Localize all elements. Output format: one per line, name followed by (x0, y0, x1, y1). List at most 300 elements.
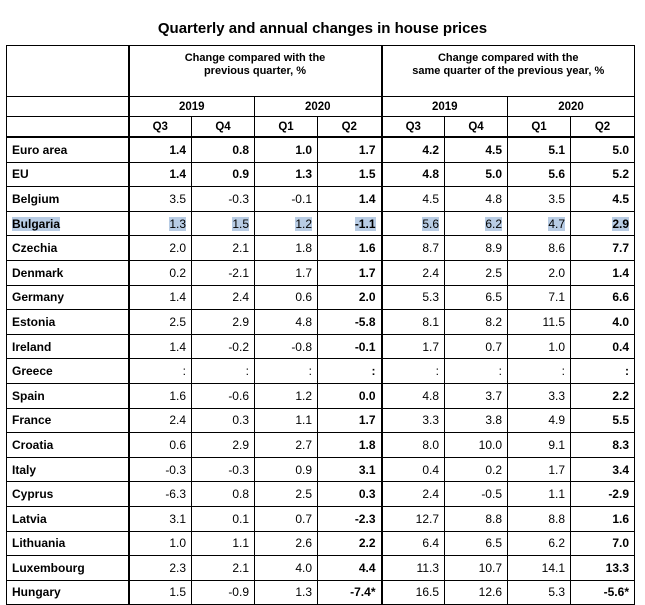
table-row (7, 187, 635, 212)
value-text: 2.9 (232, 437, 249, 452)
country-label: Cyprus (12, 487, 54, 502)
value-cell (255, 334, 318, 359)
value-text: 2.1 (232, 560, 249, 575)
house-prices-table (6, 45, 635, 605)
value-cell (192, 137, 255, 162)
value-text: 2.2 (612, 388, 629, 403)
value-text: 12.6 (478, 585, 502, 600)
value-cell (571, 433, 635, 458)
value-cell (508, 359, 571, 384)
value-cell (129, 285, 192, 310)
country-label: Estonia (12, 314, 56, 329)
value-cell (445, 359, 508, 384)
table-row (7, 580, 635, 605)
value-cell (192, 310, 255, 335)
value-cell (255, 383, 318, 408)
value-cell (508, 457, 571, 482)
country-label: Bulgaria (12, 216, 61, 231)
value-text: -2.1 (228, 265, 249, 280)
value-cell (508, 482, 571, 507)
value-cell (508, 433, 571, 458)
value-text: 5.5 (612, 413, 629, 428)
value-cell (445, 556, 508, 581)
value-text: 8.3 (612, 437, 629, 452)
value-text: -0.1 (354, 339, 376, 354)
value-text: 4.2 (422, 142, 439, 157)
country-cell (7, 580, 129, 605)
value-text: 1.6 (612, 511, 629, 526)
value-text: 4.8 (485, 191, 502, 206)
value-cell (508, 531, 571, 556)
value-cell (445, 433, 508, 458)
header-prev-quarter-line1: Change compared with the (184, 52, 326, 64)
value-cell (192, 433, 255, 458)
value-cell (192, 457, 255, 482)
value-cell (318, 580, 382, 605)
value-cell (382, 433, 445, 458)
value-cell (571, 162, 635, 187)
value-cell (192, 408, 255, 433)
table-row (7, 211, 635, 236)
value-text: 1.7 (358, 142, 376, 157)
value-cell (445, 211, 508, 236)
value-cell (192, 285, 255, 310)
value-text: 4.8 (295, 314, 312, 329)
value-text: -0.2 (228, 339, 249, 354)
quarter-header: Q2 (571, 117, 635, 138)
value-text: 6.4 (422, 536, 439, 551)
value-cell (255, 531, 318, 556)
value-text: 1.7 (358, 413, 376, 428)
quarter-header: Q4 (445, 117, 508, 138)
value-cell (255, 457, 318, 482)
value-text: -0.3 (165, 462, 186, 477)
value-text: -0.3 (228, 191, 249, 206)
value-text: 2.7 (295, 437, 312, 452)
country-label: Belgium (12, 191, 60, 206)
value-cell (571, 310, 635, 335)
value-cell (318, 433, 382, 458)
value-text: 0.3 (232, 413, 249, 428)
value-text: 1.6 (169, 388, 186, 403)
country-label: Italy (12, 462, 37, 477)
value-cell (508, 162, 571, 187)
value-cell (571, 334, 635, 359)
value-cell (571, 359, 635, 384)
table-row (7, 556, 635, 581)
value-cell (508, 506, 571, 531)
value-text: 5.0 (612, 142, 629, 157)
country-cell (7, 408, 129, 433)
value-cell (129, 162, 192, 187)
value-text: 4.9 (548, 413, 565, 428)
value-text: 4.4 (358, 560, 376, 575)
country-cell (7, 506, 129, 531)
value-cell (382, 556, 445, 581)
value-text: 1.3 (169, 216, 186, 231)
year-header: 2019 (129, 97, 255, 117)
value-text: 8.6 (548, 241, 565, 256)
value-text: 7.0 (612, 536, 629, 551)
value-text: 0.7 (295, 511, 312, 526)
corner-cell (7, 46, 129, 97)
value-cell (445, 310, 508, 335)
value-text: : (435, 364, 439, 379)
value-text: 6.6 (612, 290, 629, 305)
country-label: EU (12, 167, 29, 182)
value-cell (255, 433, 318, 458)
value-text: 12.7 (415, 511, 439, 526)
value-cell (508, 580, 571, 605)
value-text: 3.3 (548, 388, 565, 403)
value-cell (255, 211, 318, 236)
value-text: 2.5 (485, 265, 502, 280)
country-cell (7, 310, 129, 335)
value-text: 14.1 (541, 560, 565, 575)
value-text: 1.7 (358, 265, 376, 280)
value-text: 8.9 (485, 241, 502, 256)
value-text: 3.7 (485, 388, 502, 403)
table-row (7, 236, 635, 261)
value-cell (382, 482, 445, 507)
value-text: 6.5 (485, 536, 502, 551)
value-text: 1.5 (232, 216, 249, 231)
value-text: -0.5 (481, 487, 502, 502)
value-cell (255, 285, 318, 310)
value-text: 5.6 (422, 216, 439, 231)
value-text: : (245, 364, 249, 379)
value-cell (129, 457, 192, 482)
value-cell (508, 187, 571, 212)
value-cell (445, 334, 508, 359)
value-text: 2.9 (612, 216, 629, 231)
value-cell (382, 285, 445, 310)
value-cell (382, 310, 445, 335)
country-cell (7, 433, 129, 458)
page-title: Quarterly and annual changes in house prices (157, 20, 488, 37)
table-row (7, 260, 635, 285)
value-cell (192, 236, 255, 261)
value-cell (255, 359, 318, 384)
value-text: : (625, 364, 629, 379)
value-cell (318, 359, 382, 384)
value-cell (192, 531, 255, 556)
country-cell (7, 137, 129, 162)
value-text: 8.2 (485, 314, 502, 329)
value-cell (129, 506, 192, 531)
value-text: -0.3 (228, 462, 249, 477)
value-text: 1.4 (169, 290, 186, 305)
value-text: 1.4 (169, 167, 186, 182)
value-cell (129, 334, 192, 359)
value-cell (571, 457, 635, 482)
value-text: : (182, 364, 186, 379)
value-text: 2.6 (295, 536, 312, 551)
value-cell (318, 137, 382, 162)
value-cell (445, 457, 508, 482)
value-cell (192, 260, 255, 285)
value-text: 0.9 (232, 167, 249, 182)
table-row (7, 383, 635, 408)
value-text: 0.2 (169, 265, 186, 280)
year-header: 2019 (382, 97, 508, 117)
header-prev-year-line2: same quarter of the previous year, % (412, 65, 605, 77)
quarter-header: Q3 (382, 117, 445, 138)
value-text: 1.4 (169, 339, 186, 354)
country-cell (7, 236, 129, 261)
value-cell (445, 285, 508, 310)
table-row (7, 310, 635, 335)
value-text: 13.3 (605, 560, 629, 575)
value-cell (129, 580, 192, 605)
value-text: 5.2 (612, 167, 629, 182)
value-text: 2.3 (169, 560, 186, 575)
value-cell (255, 408, 318, 433)
value-cell (318, 531, 382, 556)
value-cell (129, 408, 192, 433)
value-text: 8.8 (548, 511, 565, 526)
country-label: Spain (12, 388, 45, 403)
value-cell (129, 531, 192, 556)
value-text: 2.4 (422, 487, 439, 502)
value-text: 10.7 (478, 560, 502, 575)
value-text: 1.7 (548, 462, 565, 477)
value-cell (508, 556, 571, 581)
value-text: 1.0 (295, 142, 312, 157)
table-row (7, 457, 635, 482)
value-text: 5.3 (422, 290, 439, 305)
value-cell (129, 383, 192, 408)
country-cell (7, 457, 129, 482)
value-text: 2.2 (358, 536, 376, 551)
value-cell (445, 531, 508, 556)
value-text: 3.1 (169, 511, 186, 526)
value-cell (255, 137, 318, 162)
value-cell (255, 556, 318, 581)
value-cell (318, 482, 382, 507)
value-cell (255, 506, 318, 531)
header-prev-year (382, 46, 635, 97)
value-cell (445, 482, 508, 507)
value-cell (318, 556, 382, 581)
value-cell (445, 580, 508, 605)
value-text: 3.1 (358, 462, 376, 477)
value-cell (382, 359, 445, 384)
value-cell (445, 408, 508, 433)
value-text: 8.1 (422, 314, 439, 329)
value-text: 3.4 (612, 462, 629, 477)
value-text: 1.7 (422, 339, 439, 354)
value-cell (445, 236, 508, 261)
country-label: Czechia (12, 241, 58, 256)
value-text: 1.5 (169, 585, 186, 600)
value-text: 0.2 (485, 462, 502, 477)
value-cell (129, 556, 192, 581)
value-cell (508, 383, 571, 408)
table-row (7, 482, 635, 507)
country-label: Luxembourg (12, 560, 85, 575)
value-text: -5.6* (603, 585, 629, 600)
country-label: Euro area (12, 142, 68, 157)
value-text: 5.3 (548, 585, 565, 600)
value-cell (382, 334, 445, 359)
value-text: 1.6 (358, 241, 376, 256)
value-cell (571, 556, 635, 581)
country-cell (7, 531, 129, 556)
country-cell (7, 162, 129, 187)
value-cell (445, 383, 508, 408)
country-label: Latvia (12, 511, 47, 526)
value-text: 9.1 (548, 437, 565, 452)
value-cell (508, 285, 571, 310)
value-cell (318, 260, 382, 285)
country-cell (7, 383, 129, 408)
year-header: 2020 (255, 97, 382, 117)
value-cell (192, 506, 255, 531)
value-cell (129, 211, 192, 236)
value-text: 1.0 (548, 339, 565, 354)
value-text: 1.3 (295, 585, 312, 600)
country-label: Germany (12, 290, 65, 305)
value-text: 0.8 (232, 487, 249, 502)
value-text: 1.1 (295, 413, 312, 428)
value-cell (382, 236, 445, 261)
country-cell (7, 359, 129, 384)
quarter-header: Q1 (255, 117, 318, 138)
value-text: -2.9 (608, 487, 629, 502)
value-cell (318, 334, 382, 359)
country-label: Greece (12, 364, 53, 379)
value-text: 0.8 (232, 142, 249, 157)
value-text: 4.5 (485, 142, 502, 157)
value-text: 1.4 (169, 142, 186, 157)
value-cell (382, 506, 445, 531)
value-text: 7.1 (548, 290, 565, 305)
value-cell (129, 433, 192, 458)
value-cell (192, 482, 255, 507)
value-cell (255, 580, 318, 605)
value-cell (129, 482, 192, 507)
value-cell (192, 162, 255, 187)
table-row (7, 334, 635, 359)
country-label: Hungary (12, 585, 61, 600)
value-text: 4.0 (295, 560, 312, 575)
value-text: 8.7 (422, 241, 439, 256)
value-text: 0.4 (612, 339, 629, 354)
value-text: 2.4 (422, 265, 439, 280)
value-text: 1.0 (169, 536, 186, 551)
value-cell (508, 211, 571, 236)
value-cell (318, 457, 382, 482)
value-text: 2.4 (232, 290, 249, 305)
country-cell (7, 334, 129, 359)
value-cell (571, 211, 635, 236)
value-cell (382, 137, 445, 162)
value-text: 1.4 (358, 191, 376, 206)
value-cell (192, 383, 255, 408)
value-cell (571, 137, 635, 162)
table-row (7, 506, 635, 531)
value-cell (129, 137, 192, 162)
value-text: 4.5 (422, 191, 439, 206)
value-cell (571, 187, 635, 212)
value-text: 5.0 (485, 167, 502, 182)
table-row (7, 433, 635, 458)
country-label: Denmark (12, 265, 64, 280)
value-cell (571, 482, 635, 507)
value-cell (382, 211, 445, 236)
corner-cell (7, 97, 129, 117)
country-label: Lithuania (12, 536, 66, 551)
value-text: 6.2 (485, 216, 502, 231)
value-text: 0.6 (295, 290, 312, 305)
value-cell (382, 383, 445, 408)
value-cell (571, 506, 635, 531)
quarter-header: Q2 (318, 117, 382, 138)
value-text: 11.5 (542, 314, 565, 329)
value-cell (129, 310, 192, 335)
table-row (7, 162, 635, 187)
value-cell (445, 506, 508, 531)
value-text: 4.7 (548, 216, 565, 231)
quarter-header: Q4 (192, 117, 255, 138)
value-cell (255, 236, 318, 261)
value-cell (318, 187, 382, 212)
value-text: 2.0 (548, 265, 565, 280)
value-text: 16.5 (415, 585, 439, 600)
value-cell (318, 506, 382, 531)
value-cell (382, 580, 445, 605)
value-text: 5.6 (548, 167, 565, 182)
table-row (7, 285, 635, 310)
value-cell (318, 211, 382, 236)
value-cell (382, 531, 445, 556)
value-cell (255, 187, 318, 212)
value-text: -0.8 (291, 339, 312, 354)
value-text: 8.0 (422, 437, 439, 452)
value-text: 1.2 (295, 216, 312, 231)
country-label: Ireland (12, 339, 52, 354)
value-cell (192, 580, 255, 605)
value-text: 0.4 (422, 462, 439, 477)
value-cell (192, 334, 255, 359)
value-cell (445, 187, 508, 212)
value-text: 3.8 (485, 413, 502, 428)
value-text: 1.2 (295, 388, 312, 403)
value-text: 1.7 (295, 265, 312, 280)
value-text: 7.7 (612, 241, 629, 256)
value-text: 0.3 (358, 487, 376, 502)
value-text: 3.3 (422, 413, 439, 428)
value-cell (255, 162, 318, 187)
value-cell (129, 187, 192, 212)
value-cell (571, 531, 635, 556)
value-cell (318, 310, 382, 335)
value-text: 4.8 (422, 388, 439, 403)
value-text: 2.5 (295, 487, 312, 502)
value-cell (192, 556, 255, 581)
value-text: -7.4* (350, 585, 376, 600)
value-text: 2.0 (358, 290, 376, 305)
value-cell (318, 162, 382, 187)
value-text: 1.8 (295, 241, 312, 256)
value-cell (382, 260, 445, 285)
value-text: : (308, 364, 312, 379)
country-cell (7, 556, 129, 581)
header-prev-year-line1: Change compared with the (437, 52, 579, 64)
country-cell (7, 285, 129, 310)
value-cell (508, 408, 571, 433)
